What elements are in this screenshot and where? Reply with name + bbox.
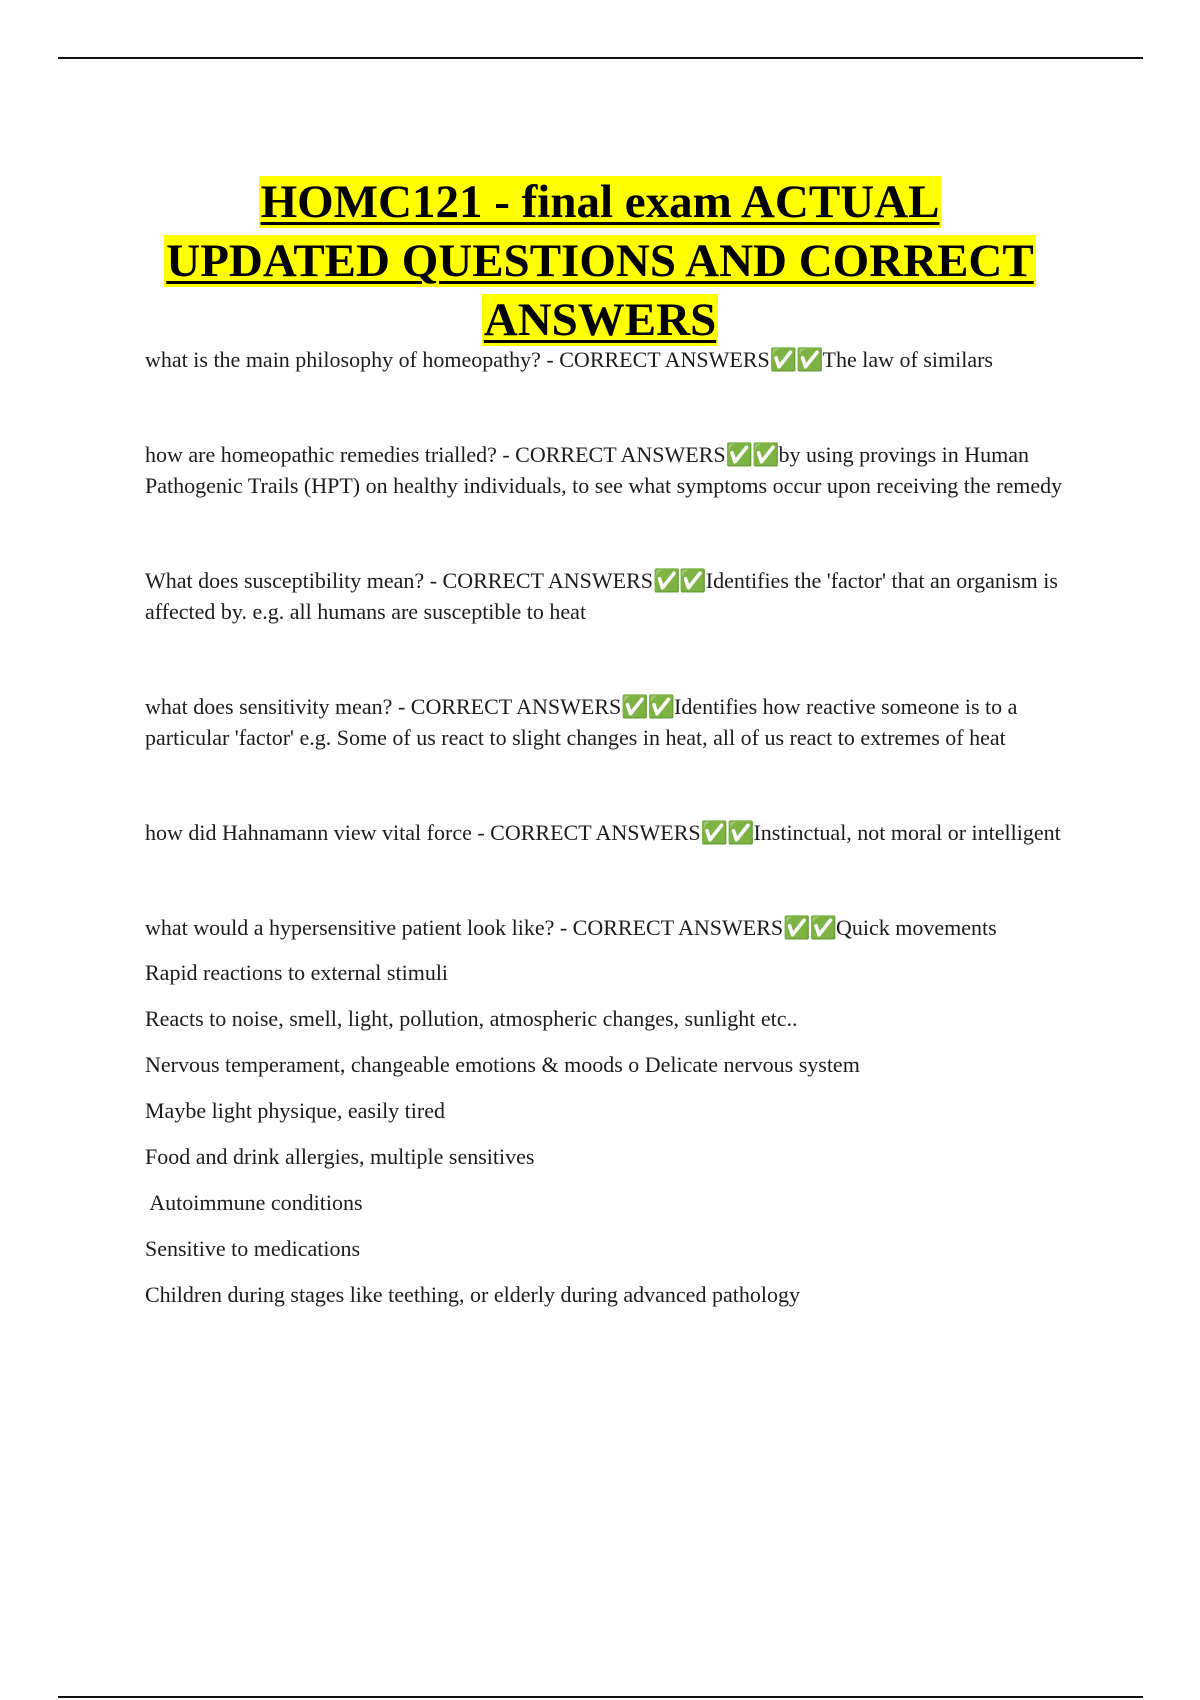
answer-text: The law of similars [822, 347, 993, 372]
list-item: Sensitive to medications [145, 1236, 361, 1261]
symptom-list [145, 957, 1065, 1310]
title-line-2: UPDATED QUESTIONS AND CORRECT [166, 235, 1034, 288]
question-text: how are homeopathic remedies trialled? - CORRECT ANSWERS [145, 442, 726, 467]
list-item: Food and drink allergies, multiple sensitives [145, 1144, 535, 1169]
list-item: Children during stages like teething, or elderly during advanced pathology [145, 1282, 800, 1307]
checkmark-icon: ✅✅ [621, 694, 675, 719]
answer-text: Identifies the 'factor' that an organism is affected by. e.g. all humans are susceptible to heat [145, 568, 1058, 624]
answer-text: Identifies how reactive someone is to a particular 'factor' e.g. Some of us react to slight changes in heat, all of us react to extremes of heat [145, 694, 1018, 750]
qa-item-3 [145, 565, 1065, 627]
question-text: What does susceptibility mean? - CORRECT ANSWERS [145, 568, 653, 593]
qa-item-6 [145, 912, 1065, 943]
top-rule [58, 57, 1143, 59]
bottom-rule [58, 1696, 1143, 1698]
list-item: Reacts to noise, smell, light, pollution, atmospheric changes, sunlight etc.. [145, 1006, 798, 1031]
list-item: Rapid reactions to external stimuli [145, 960, 449, 985]
checkmark-icon: ✅✅ [725, 442, 779, 467]
checkmark-icon: ✅✅ [653, 568, 706, 593]
qa-item-4 [145, 691, 1065, 753]
document-body [145, 344, 1065, 1325]
list-item: Maybe light physique, easily tired [145, 1098, 445, 1123]
document-title [80, 173, 1120, 350]
answer-text: Quick movements [835, 915, 997, 940]
answer-text: by using provings in Human Pathogenic Trails (HPT) on healthy individuals, to see what symptoms occur upon receiving the remedy [145, 442, 1063, 498]
checkmark-icon: ✅✅ [783, 915, 836, 940]
qa-item-5 [145, 817, 1065, 848]
checkmark-icon: ✅✅ [769, 347, 823, 372]
answer-text: Instinctual, not moral or intelligent [753, 820, 1061, 845]
list-item: Nervous temperament, changeable emotions & moods o Delicate nervous system [145, 1052, 860, 1077]
checkmark-icon: ✅✅ [700, 820, 754, 845]
list-item: Autoimmune conditions [145, 1190, 363, 1215]
question-text: what is the main philosophy of homeopathy? - CORRECT ANSWERS [145, 347, 770, 372]
qa-item-2 [145, 439, 1065, 501]
question-text: what does sensitivity mean? - CORRECT ANSWERS [145, 694, 622, 719]
title-line-1: HOMC121 - final exam ACTUAL [260, 176, 940, 229]
question-text: how did Hahnamann view vital force - CORRECT ANSWERS [145, 820, 701, 845]
title-line-3: ANSWERS [483, 294, 717, 347]
qa-item-1 [145, 344, 1065, 375]
question-text: what would a hypersensitive patient look like? - CORRECT ANSWERS [145, 915, 784, 940]
